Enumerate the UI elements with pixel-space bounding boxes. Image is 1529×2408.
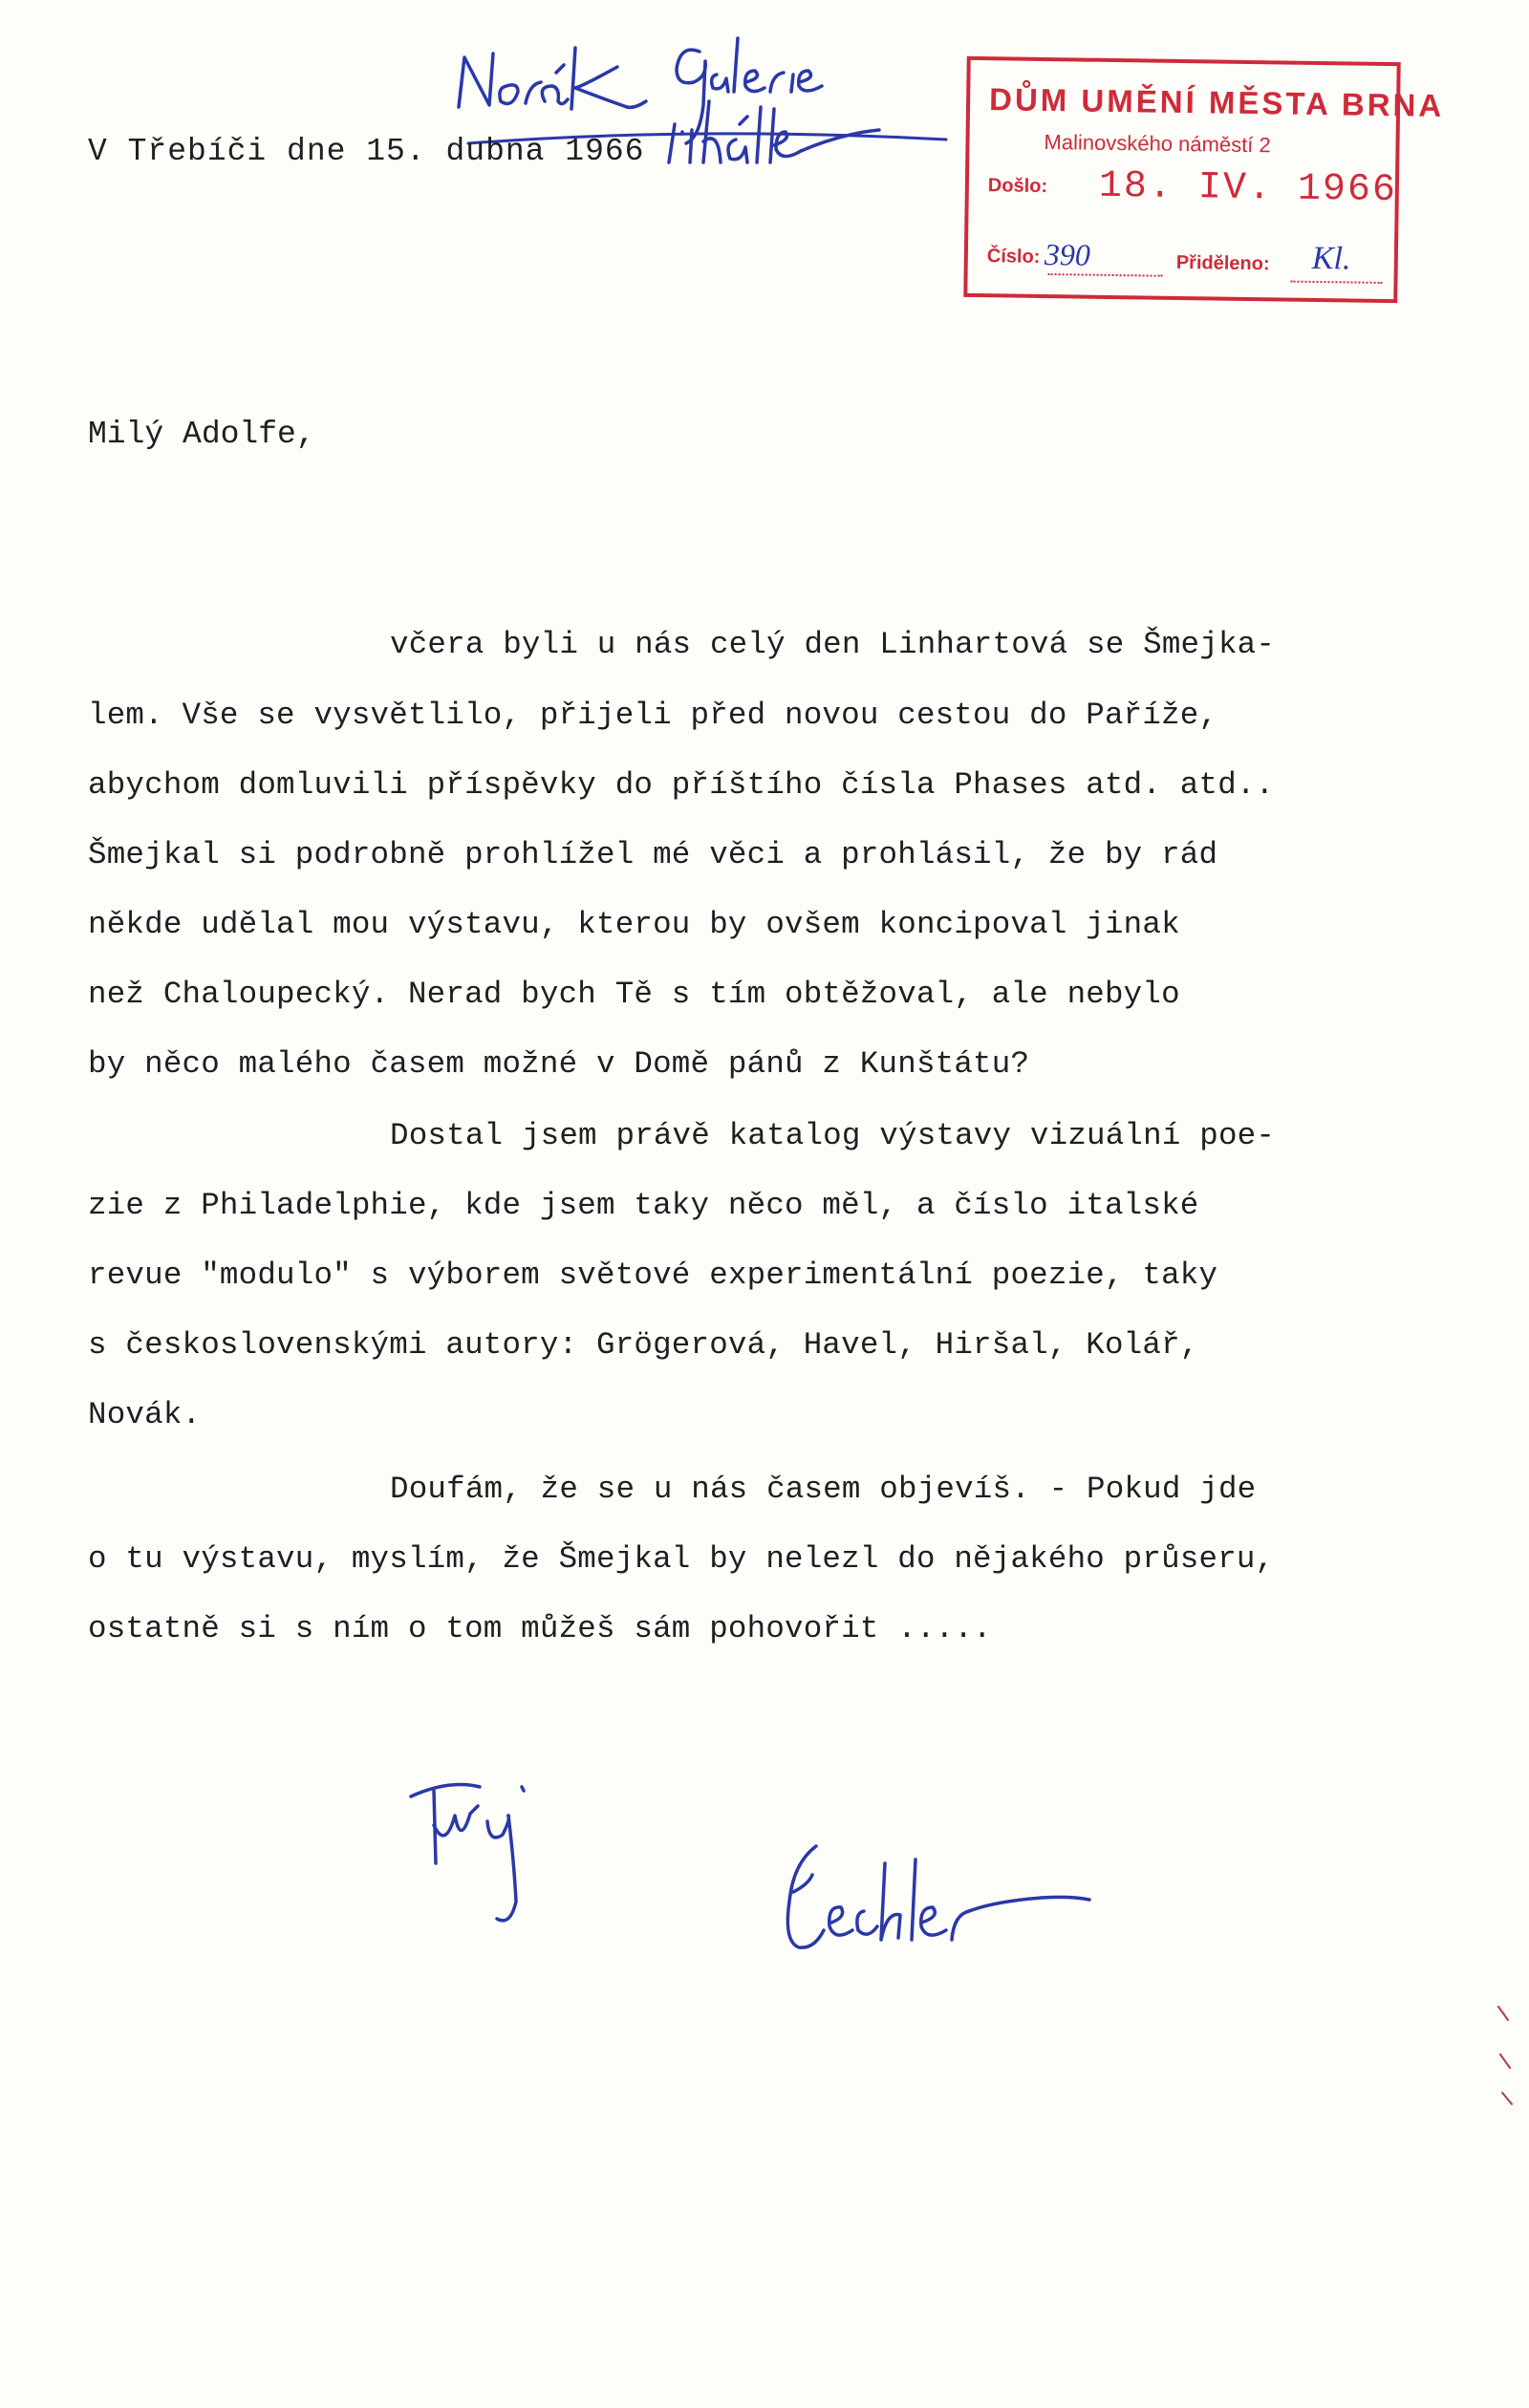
letter-line: někde udělal mou výstavu, kterou by ovšem koncipoval jinak	[88, 907, 1180, 942]
stamp-assigned-label: Přiděleno:	[1175, 251, 1270, 275]
letter-line: Šmejkal si podrobně prohlížel mé věci a prohlásil, že by rád	[88, 837, 1218, 872]
signature-closing	[392, 1758, 583, 1949]
edge-pen-mark-drawing	[1491, 1997, 1519, 2112]
letter-line: Novák.	[88, 1397, 202, 1432]
letter-line: s československými autory: Grögerová, Havel, Hiršal, Kolář,	[88, 1327, 1199, 1363]
letter-line: by něco malého časem možné v Domě pánů z Kunštátu?	[88, 1046, 1030, 1082]
stamp-number-dotted-line	[1048, 273, 1163, 277]
letter-line: revue "modulo" s výborem světové experimentální poezie, taky	[88, 1258, 1218, 1293]
stamp-received-label: Došlo:	[987, 175, 1048, 198]
received-stamp	[963, 56, 1445, 303]
letter-line: zie z Philadelphie, kde jsem taky něco měl, a číslo italské	[88, 1188, 1199, 1223]
letter-line: než Chaloupecký. Nerad bych Tě s tím obtěžoval, ale nebylo	[88, 977, 1180, 1012]
signature-name	[764, 1835, 1109, 1978]
letter-greeting: Milý Adolfe,	[88, 417, 315, 452]
edge-pen-mark	[1491, 1997, 1519, 2112]
letter-line: Doufám, že se u nás časem objevíš. - Pokud jde	[390, 1472, 1257, 1507]
signature-closing-drawing	[392, 1758, 583, 1949]
stamp-received-date: 18. IV. 1966	[1098, 164, 1398, 213]
stamp-number-value: 390	[1044, 236, 1091, 272]
stamp-institution-title: DŮM UMĚNÍ MĚSTA BRNA	[988, 81, 1445, 123]
letter-line: lem. Vše se vysvětlilo, přijeli před novou cestou do Paříže,	[88, 698, 1218, 733]
stamp-assigned-value: Kl.	[1311, 240, 1351, 277]
stamp-number-label: Číslo:	[986, 246, 1041, 268]
letter-line: abychom domluvili příspěvky do příštího čísla Phases atd. atd..	[88, 767, 1275, 803]
letter-line: Dostal jsem právě katalog výstavy vizuální poe-	[390, 1118, 1276, 1153]
letter-line: včera byli u nás celý den Linhartová se Šmejka-	[390, 627, 1276, 662]
stamp-assigned-dotted-line	[1291, 281, 1383, 284]
signature-name-drawing	[764, 1835, 1109, 1978]
letter-line: ostatně si s ním o tom můžeš sám pohovořit .....	[88, 1611, 992, 1646]
letter-date-line: V Třebíči dne 15. dubna 1966	[88, 134, 645, 169]
stamp-address: Malinovského náměstí 2	[1044, 129, 1271, 158]
letter-line: o tu výstavu, myslím, že Šmejkal by nelezl do nějakého průseru,	[88, 1541, 1275, 1577]
